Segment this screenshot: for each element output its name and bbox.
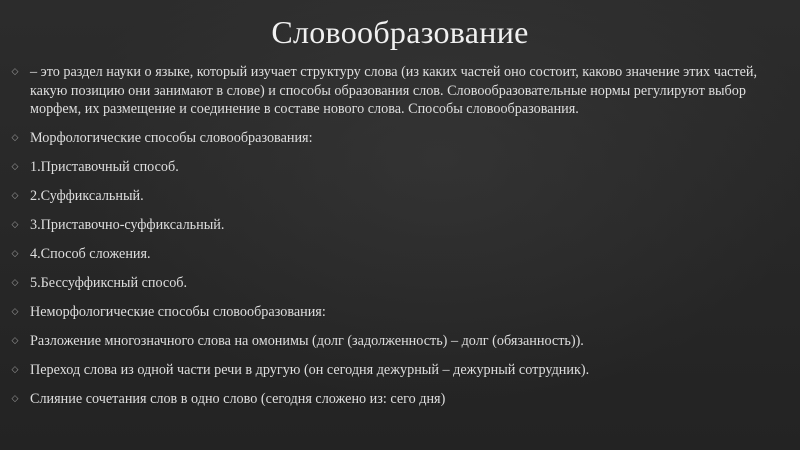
diamond-outline-icon: ◇: [11, 394, 19, 404]
list-item-text: – это раздел науки о языке, который изучает структуру слова (из каких частей оно состоит, каково значение этих частей, какую позицию они занимают в слове) и способы образования слов. Словообразовательные нормы регулируют выбор морфем, их размещение и соединение в составе нового слова. Способы словообразования.: [30, 64, 758, 117]
list-item-text: 3.Приставочно-суффиксальный.: [30, 217, 225, 233]
slide-title: Словообразование: [271, 14, 529, 50]
list-item-text: 4.Способ сложения.: [30, 246, 151, 262]
list-item: [10, 187, 790, 206]
list-item: [10, 216, 790, 235]
list-item-text: 1.Приставочный способ.: [30, 159, 179, 175]
diamond-outline-icon: ◇: [11, 278, 19, 288]
list-item: [10, 361, 790, 380]
diamond-outline-icon: ◇: [11, 133, 19, 143]
diamond-outline-icon: ◇: [11, 191, 19, 201]
list-item-text: Морфологические способы словообразования:: [30, 130, 313, 146]
diamond-outline-icon: ◇: [11, 220, 19, 230]
diamond-outline-icon: ◇: [11, 365, 19, 375]
diamond-outline-icon: ◇: [11, 67, 19, 77]
list-item-text: 2.Суффиксальный.: [30, 188, 144, 204]
list-item-text: Разложение многозначного слова на омонимы (долг (задолженность) – долг (обязанность)).: [30, 333, 584, 349]
list-item-text: Переход слова из одной части речи в другую (он сегодня дежурный – дежурный сотрудник).: [30, 362, 590, 378]
list-item: [10, 332, 790, 351]
list-item: [10, 245, 790, 264]
bullet-list: [10, 63, 790, 419]
list-item: [10, 129, 790, 148]
list-item-text: Слияние сочетания слов в одно слово (сегодня сложено из: сего дня): [30, 391, 446, 407]
list-item: [10, 303, 790, 322]
list-item: [10, 63, 790, 119]
diamond-outline-icon: ◇: [11, 249, 19, 259]
list-item-text: 5.Бессуффиксный способ.: [30, 275, 188, 291]
list-item-text: Неморфологические способы словообразования:: [30, 304, 326, 320]
list-item: [10, 390, 790, 409]
diamond-outline-icon: ◇: [11, 307, 19, 317]
diamond-outline-icon: ◇: [11, 336, 19, 346]
list-item: [10, 158, 790, 177]
list-item: [10, 274, 790, 293]
diamond-outline-icon: ◇: [11, 162, 19, 172]
